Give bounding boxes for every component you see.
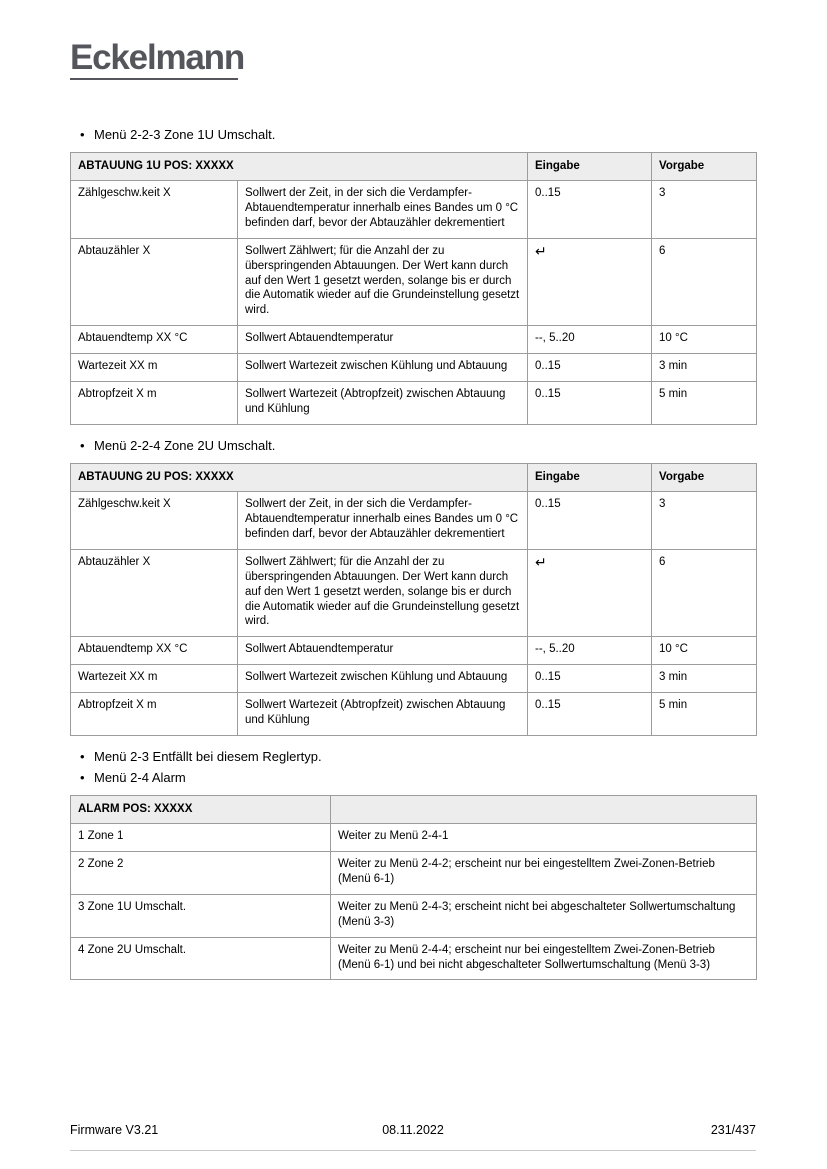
logo-text: Eckelmann <box>70 38 245 77</box>
item-cell: 2 Zone 2 <box>71 851 331 894</box>
eingabe-cell: --, 5..20 <box>528 637 652 665</box>
table-row <box>71 665 757 693</box>
bullet-dot: • <box>80 438 85 454</box>
bullet-dot: • <box>80 127 85 142</box>
item-cell: 1 Zone 1 <box>71 823 331 851</box>
bullet-label: Menü 2-2-3 Zone 1U Umschalt. <box>94 127 276 142</box>
table-header-row <box>71 795 757 823</box>
column-header-vorgabe: Vorgabe <box>652 152 757 180</box>
footer-divider <box>70 1150 756 1151</box>
param-cell: Abtauendtemp XX °C <box>71 637 238 665</box>
vorgabe-cell: 10 °C <box>652 637 757 665</box>
bullet-menu-2-2-3 <box>80 127 756 144</box>
vorgabe-cell: 5 min <box>652 693 757 736</box>
table-row <box>71 238 757 326</box>
enter-key-icon: ↵ <box>535 242 547 259</box>
description-cell: Weiter zu Menü 2-4-3; erscheint nicht bei abgeschalteter Sollwertumschaltung (Menü 3-3) <box>331 894 757 937</box>
page-footer <box>70 1123 756 1137</box>
param-cell: Abtropfzeit X m <box>71 693 238 736</box>
table-row <box>71 180 757 238</box>
eingabe-cell: 0..15 <box>528 180 652 238</box>
param-cell: Wartezeit XX m <box>71 354 238 382</box>
item-cell: 4 Zone 2U Umschalt. <box>71 937 331 980</box>
table-header-row <box>71 152 757 180</box>
description-cell: Weiter zu Menü 2-4-1 <box>331 823 757 851</box>
table-row <box>71 354 757 382</box>
column-header-eingabe: Eingabe <box>528 152 652 180</box>
description-cell: Sollwert Zählwert; für die Anzahl der zu überspringenden Abtauungen. Der Wert kann durch auf den Wert 1 gesetzt werden, solange bis er durch die Automatik wieder auf die Grundeinstellung gesetzt wird. <box>238 549 528 637</box>
bullet-menu-2-3 <box>80 749 756 766</box>
eingabe-cell <box>528 549 652 637</box>
table-header-row <box>71 463 757 491</box>
description-cell: Sollwert Abtauendtemperatur <box>238 637 528 665</box>
eingabe-cell: --, 5..20 <box>528 326 652 354</box>
param-cell: Wartezeit XX m <box>71 665 238 693</box>
description-cell: Sollwert Wartezeit (Abtropfzeit) zwischen Abtauung und Kühlung <box>238 382 528 425</box>
param-cell: Abtropfzeit X m <box>71 382 238 425</box>
param-cell: Zählgeschw.keit X <box>71 491 238 549</box>
vorgabe-cell: 10 °C <box>652 326 757 354</box>
footer-firmware-version: Firmware V3.21 <box>70 1123 159 1137</box>
description-cell: Sollwert der Zeit, in der sich die Verdampfer-Abtauendtemperatur innerhalb eines Bandes um 0 °C befinden darf, bevor der Abtauzähler dekrementiert <box>238 491 528 549</box>
enter-key-icon: ↵ <box>535 553 547 570</box>
table-row <box>71 491 757 549</box>
bullet-label: Menü 2-4 Alarm <box>94 770 186 786</box>
table-abtauung-2u <box>70 463 757 736</box>
table-row <box>71 693 757 736</box>
table-row <box>71 851 757 894</box>
footer-date: 08.11.2022 <box>382 1123 444 1137</box>
table-title-spacer <box>331 795 757 823</box>
param-cell: Abtauzähler X <box>71 549 238 637</box>
table-title: ALARM POS: XXXXX <box>71 795 331 823</box>
vorgabe-cell: 5 min <box>652 382 757 425</box>
bullet-label: Menü 2-3 Entfällt bei diesem Reglertyp. <box>94 749 322 765</box>
logo-underline <box>70 78 238 80</box>
eckelmann-logo <box>70 38 245 80</box>
table-row <box>71 823 757 851</box>
table-row <box>71 637 757 665</box>
bullet-dot: • <box>80 770 85 786</box>
eingabe-cell: 0..15 <box>528 354 652 382</box>
bullet-label: Menü 2-2-4 Zone 2U Umschalt. <box>94 438 276 454</box>
description-cell: Sollwert Wartezeit (Abtropfzeit) zwischen Abtauung und Kühlung <box>238 693 528 736</box>
description-cell: Sollwert Wartezeit zwischen Kühlung und Abtauung <box>238 665 528 693</box>
table-title: ABTAUUNG 1U POS: XXXXX <box>71 152 528 180</box>
vorgabe-cell: 6 <box>652 549 757 637</box>
description-cell: Weiter zu Menü 2-4-4; erscheint nur bei eingestelltem Zwei-Zonen-Betrieb (Menü 6-1) und bei nicht abgeschalteter Sollwertumschaltung (Menü 3-3) <box>331 937 757 980</box>
footer-page-number: 231/437 <box>710 1123 757 1137</box>
vorgabe-cell: 3 min <box>652 665 757 693</box>
bullet-menu-2-4 <box>80 770 756 787</box>
eingabe-cell: 0..15 <box>528 491 652 549</box>
param-cell: Zählgeschw.keit X <box>71 180 238 238</box>
table-row <box>71 894 757 937</box>
eingabe-cell <box>528 238 652 326</box>
eingabe-cell: 0..15 <box>528 382 652 425</box>
description-cell: Sollwert Abtauendtemperatur <box>238 326 528 354</box>
vorgabe-cell: 3 <box>652 180 757 238</box>
vorgabe-cell: 3 min <box>652 354 757 382</box>
column-header-vorgabe: Vorgabe <box>652 463 757 491</box>
table-row <box>71 326 757 354</box>
description-cell: Weiter zu Menü 2-4-2; erscheint nur bei eingestelltem Zwei-Zonen-Betrieb (Menü 6-1) <box>331 851 757 894</box>
param-cell: Abtauendtemp XX °C <box>71 326 238 354</box>
table-row <box>71 382 757 425</box>
table-title: ABTAUUNG 2U POS: XXXXX <box>71 463 528 491</box>
table-abtauung-1u <box>70 152 757 425</box>
table-row <box>71 937 757 980</box>
item-cell: 3 Zone 1U Umschalt. <box>71 894 331 937</box>
param-cell: Abtauzähler X <box>71 238 238 326</box>
vorgabe-cell: 6 <box>652 238 757 326</box>
bullet-dot: • <box>80 749 85 765</box>
description-cell: Sollwert Zählwert; für die Anzahl der zu überspringenden Abtauungen. Der Wert kann durch auf den Wert 1 gesetzt werden, solange bis er durch die Automatik wieder auf die Grundeinstellung gesetzt wird. <box>238 238 528 326</box>
bullet-menu-2-2-4 <box>80 438 756 455</box>
column-header-eingabe: Eingabe <box>528 463 652 491</box>
description-cell: Sollwert Wartezeit zwischen Kühlung und Abtauung <box>238 354 528 382</box>
eingabe-cell: 0..15 <box>528 693 652 736</box>
description-cell: Sollwert der Zeit, in der sich die Verdampfer-Abtauendtemperatur innerhalb eines Bandes um 0 °C befinden darf, bevor der Abtauzähler dekrementiert <box>238 180 528 238</box>
eingabe-cell: 0..15 <box>528 665 652 693</box>
vorgabe-cell: 3 <box>652 491 757 549</box>
table-alarm <box>70 795 757 981</box>
table-row <box>71 549 757 637</box>
